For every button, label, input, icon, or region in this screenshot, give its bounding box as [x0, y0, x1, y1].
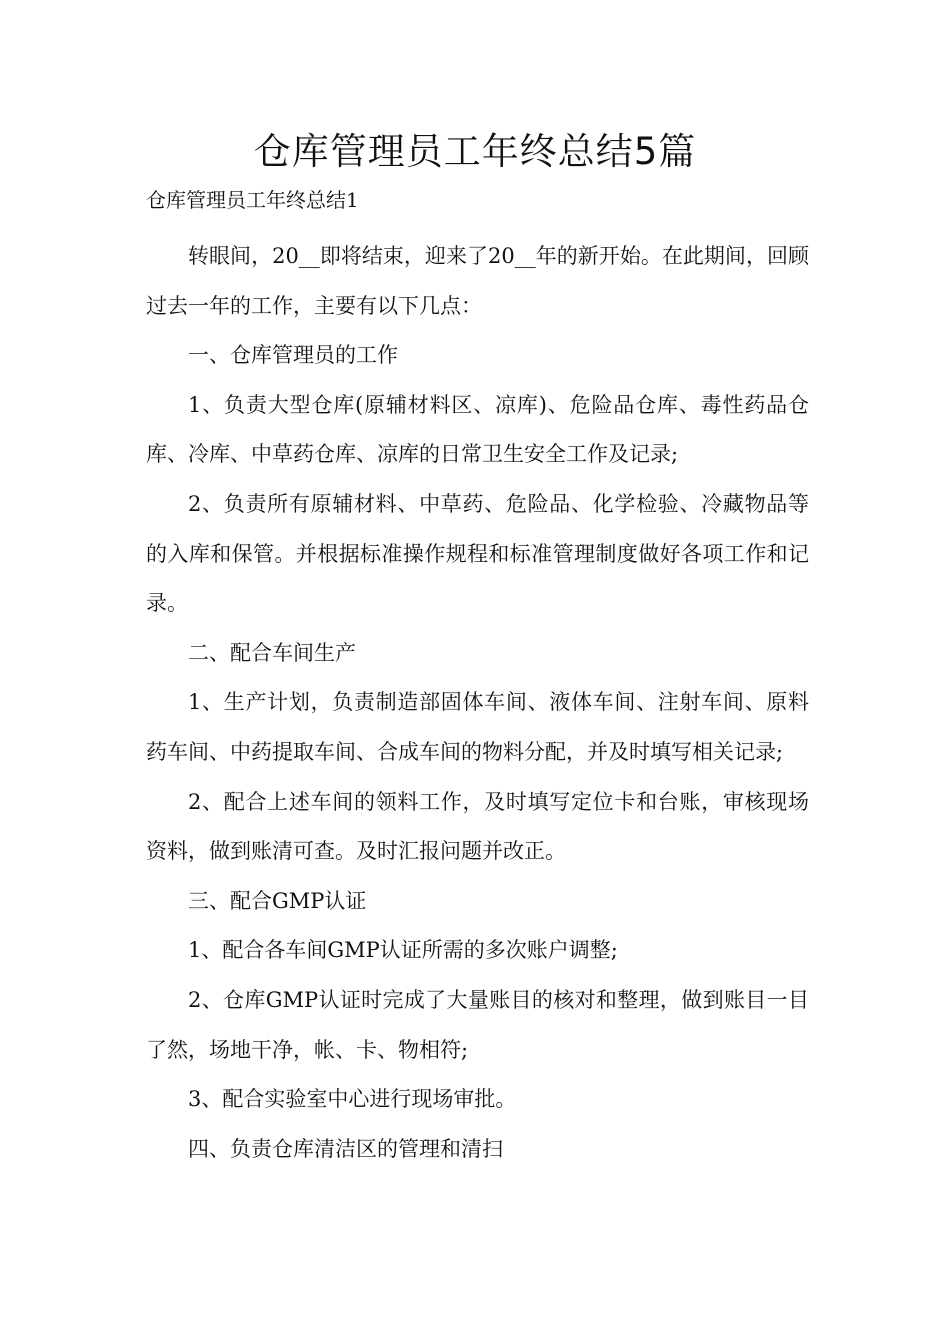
document-body [146, 182, 809, 1174]
section-heading-2: 二、配合车间生产 [188, 640, 356, 665]
paragraph-1-2: 2、负责所有原辅材料、中草药、危险品、化学检验、冷藏物品等的入库和保管。并根据标准操作规程和标准管理制度做好各项工作和记录。 [146, 491, 809, 616]
paragraph-3-3: 3、配合实验室中心进行现场审批。 [188, 1087, 517, 1112]
paragraph-3-2: 2、仓库GMP认证时完成了大量账目的核对和整理，做到账目一目了然，场地干净，帐、卡、物相符; [146, 987, 809, 1062]
paragraph-intro: 转眼间，20__即将结束，迎来了20__年的新开始。在此期间，回顾过去一年的工作，主要有以下几点： [146, 244, 809, 318]
section-heading-3: 三、配合GMP认证 [188, 888, 367, 913]
paragraph-1-1: 1、负责大型仓库(原辅材料区、凉库)、危险品仓库、毒性药品仓库、冷库、中草药仓库、凉库的日常卫生安全工作及记录; [146, 392, 809, 467]
paragraph-2-2: 2、配合上述车间的领料工作，及时填写定位卡和台账，审核现场资料，做到账清可查。及时汇报问题并改正。 [146, 789, 809, 864]
paragraph-2-1: 1、生产计划，负责制造部固体车间、液体车间、注射车间、原料药车间、中药提取车间、合成车间的物料分配，并及时填写相关记录; [146, 690, 809, 764]
section-heading-4: 四、负责仓库清洁区的管理和清扫 [188, 1136, 503, 1161]
document-title: 仓库管理员工年终总结5篇 [253, 130, 697, 173]
section-subtitle: 仓库管理员工年终总结1 [146, 188, 359, 212]
section-heading-1: 一、仓库管理员的工作 [188, 343, 398, 368]
paragraph-3-1: 1、配合各车间GMP认证所需的多次账户调整; [188, 938, 618, 963]
